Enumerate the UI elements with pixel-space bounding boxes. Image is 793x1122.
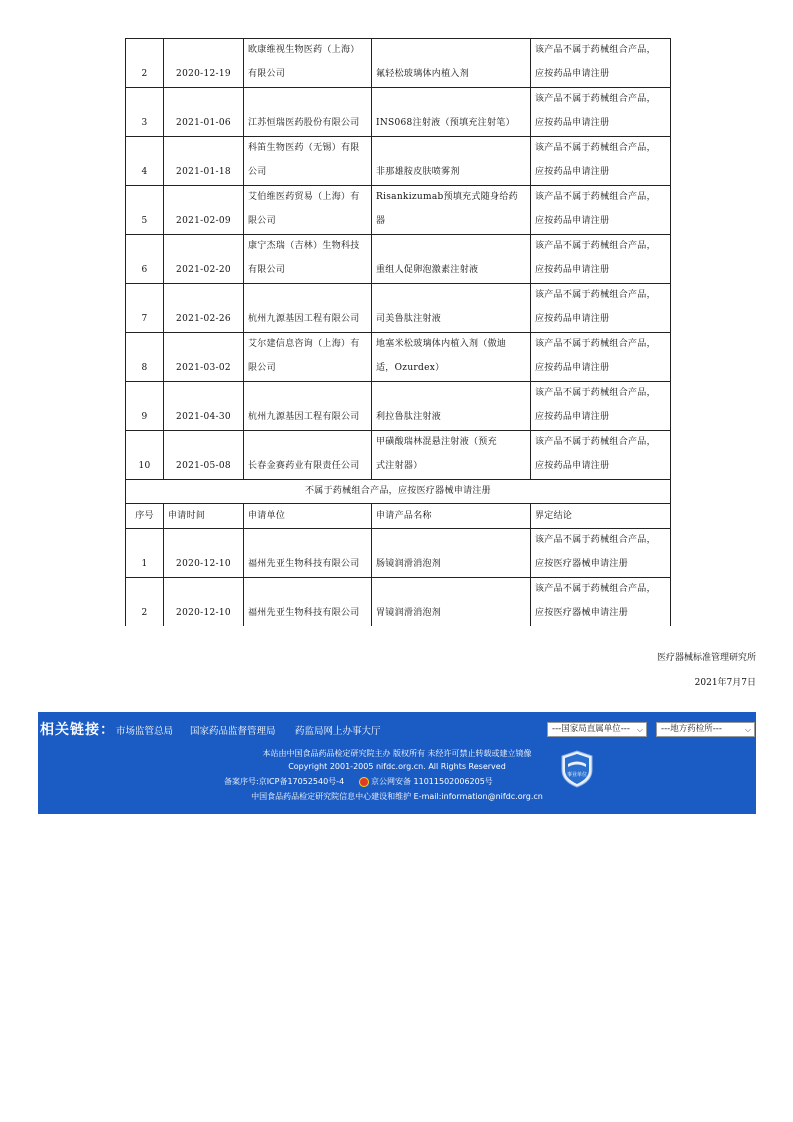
table-row <box>126 39 671 88</box>
table-row <box>126 88 671 137</box>
row-company-wrap <box>248 88 367 135</box>
row-conclusion-wrap <box>535 333 666 380</box>
row-product-text: 胃镜润滑消泡剂 <box>376 608 442 618</box>
row-product-line2: Risankizumab预填充式随身给药器 <box>376 192 518 226</box>
row-conclusion-line2: 应按药品申请注册 <box>535 363 610 373</box>
row-company <box>244 333 372 382</box>
row-product <box>372 284 531 333</box>
table-row <box>126 529 671 578</box>
row-conclusion <box>531 88 671 137</box>
public-institution-badge-icon[interactable] <box>560 750 594 788</box>
row-company <box>244 578 372 627</box>
row-conclusion-line2: 应按药品申请注册 <box>535 265 610 275</box>
row-num: 9 <box>126 382 164 431</box>
table-row <box>126 578 671 627</box>
row-date: 2021-01-06 <box>164 88 244 137</box>
row-conclusion-wrap <box>535 382 666 429</box>
header-conclusion: 界定结论 <box>531 504 671 529</box>
row-conclusion-line2: 应按医疗器械申请注册 <box>535 559 629 569</box>
row-company <box>244 39 372 88</box>
row-product-line1: 地塞米松玻璃体内植入剂（傲迪 <box>376 339 507 349</box>
row-num: 7 <box>126 284 164 333</box>
table-row <box>126 431 671 480</box>
row-conclusion-line2: 应按药品申请注册 <box>535 118 610 128</box>
table-row <box>126 186 671 235</box>
row-company-text: 福州先亚生物科技有限公司 <box>248 559 360 569</box>
row-date: 2021-02-09 <box>164 186 244 235</box>
row-num: 3 <box>126 88 164 137</box>
row-product-text: 肠镜润滑消泡剂 <box>376 559 442 569</box>
row-num: 8 <box>126 333 164 382</box>
row-conclusion-line2: 应按药品申请注册 <box>535 216 610 226</box>
row-date: 2021-03-02 <box>164 333 244 382</box>
row-company <box>244 137 372 186</box>
row-company-wrap <box>248 431 367 478</box>
row-product-wrap <box>376 431 526 478</box>
row-conclusion-line2: 应按药品申请注册 <box>535 69 610 79</box>
row-conclusion-line1: 该产品不属于药械组合产品， <box>535 290 656 300</box>
row-product-wrap <box>376 88 526 135</box>
row-company-line1: 艾尔建信息咨询（上海）有 <box>248 339 360 349</box>
row-product <box>372 431 531 480</box>
row-company-line2: 公司 <box>248 167 267 177</box>
row-conclusion <box>531 137 671 186</box>
row-conclusion-line1: 该产品不属于药械组合产品， <box>535 437 656 447</box>
row-conclusion-line1: 该产品不属于药械组合产品， <box>535 143 656 153</box>
row-product-line2: 司美鲁肽注射液 <box>376 314 442 324</box>
section-title: 不属于药械组合产品，应按医疗器械申请注册 <box>126 480 671 504</box>
row-company <box>244 431 372 480</box>
row-conclusion <box>531 284 671 333</box>
site-footer <box>38 712 756 814</box>
table-row <box>126 235 671 284</box>
row-date: 2021-04-30 <box>164 382 244 431</box>
row-num: 6 <box>126 235 164 284</box>
row-conclusion-line2: 应按药品申请注册 <box>535 412 610 422</box>
determination-table <box>125 38 671 626</box>
row-product-line1: 甲磺酸瑞林混悬注射液（预充 <box>376 437 497 447</box>
row-product-wrap <box>376 186 526 233</box>
row-conclusion <box>531 382 671 431</box>
row-product <box>372 137 531 186</box>
footer-maintainer: 中国食品药品检定研究院信息中心建设和维护 E-mail:information@nifdc.org.cn <box>251 792 543 801</box>
row-conclusion-wrap <box>535 529 666 576</box>
row-num: 10 <box>126 431 164 480</box>
row-date: 2021-02-26 <box>164 284 244 333</box>
row-conclusion <box>531 39 671 88</box>
police-badge-icon <box>359 777 369 787</box>
row-date: 2021-01-18 <box>164 137 244 186</box>
row-company-wrap <box>248 284 367 331</box>
row-company-wrap <box>248 235 367 282</box>
row-conclusion-line2: 应按药品申请注册 <box>535 461 610 471</box>
row-company <box>244 529 372 578</box>
row-company-line1: 艾伯维医药贸易（上海）有 <box>248 192 360 202</box>
row-product-line2: 适，Ozurdex） <box>376 363 445 373</box>
row-product-wrap <box>376 529 526 576</box>
row-product-line2: 氟轻松玻璃体内植入剂 <box>376 69 470 79</box>
badge-text: 事业单位 <box>566 772 588 778</box>
chevron-down-icon: ⌵ <box>744 725 751 734</box>
link-nmpa[interactable]: 国家药品监督管理局 <box>190 726 276 737</box>
row-product-line2: 非那雄胺皮肤喷雾剂 <box>376 167 460 177</box>
row-product-wrap <box>376 39 526 86</box>
row-conclusion-wrap <box>535 137 666 184</box>
row-company <box>244 186 372 235</box>
row-product <box>372 529 531 578</box>
table-row <box>126 137 671 186</box>
row-conclusion <box>531 186 671 235</box>
row-company-line1: 科笛生物医药（无锡）有限 <box>248 143 360 153</box>
row-conclusion-wrap <box>535 431 666 478</box>
row-product-line2: INS068注射液（预填充注射笔） <box>376 118 515 128</box>
row-product-wrap <box>376 382 526 429</box>
row-date: 2021-02-20 <box>164 235 244 284</box>
row-conclusion-line1: 该产品不属于药械组合产品， <box>535 535 656 545</box>
row-conclusion-line1: 该产品不属于药械组合产品， <box>535 388 656 398</box>
footer-copyright: Copyright 2001-2005 nifdc.org.cn. All Rights Reserved <box>288 762 506 771</box>
row-num: 2 <box>126 578 164 627</box>
row-company-wrap <box>248 137 367 184</box>
row-conclusion-wrap <box>535 235 666 282</box>
row-num: 2 <box>126 39 164 88</box>
row-conclusion-line1: 该产品不属于药械组合产品， <box>535 94 656 104</box>
link-online-hall[interactable]: 药监局网上办事大厅 <box>295 726 381 737</box>
row-product <box>372 235 531 284</box>
link-samr[interactable]: 市场监管总局 <box>116 726 174 737</box>
row-product-wrap <box>376 333 526 380</box>
row-conclusion-line1: 该产品不属于药械组合产品， <box>535 584 656 594</box>
table-header-row <box>126 504 671 529</box>
row-company-line2: 杭州九源基因工程有限公司 <box>248 314 360 324</box>
row-conclusion-wrap <box>535 284 666 331</box>
row-conclusion-line2: 应按药品申请注册 <box>535 314 610 324</box>
row-company-text: 福州先亚生物科技有限公司 <box>248 608 360 618</box>
row-company-line1: 欧康维视生物医药（上海） <box>248 45 360 55</box>
row-product-line2: 式注射器） <box>376 461 423 471</box>
row-conclusion-line1: 该产品不属于药械组合产品， <box>535 241 656 251</box>
row-company-wrap <box>248 382 367 429</box>
footer-icp[interactable]: 备案序号:京ICP备17052540号-4 <box>224 777 345 786</box>
related-links-label: 相关链接： <box>40 722 115 738</box>
row-num: 4 <box>126 137 164 186</box>
row-product <box>372 578 531 627</box>
footer-police-text: 京公网安备 11011502006205号 <box>371 777 493 786</box>
row-conclusion-line1: 该产品不属于药械组合产品， <box>535 192 656 202</box>
row-conclusion <box>531 578 671 627</box>
header-date: 申请时间 <box>164 504 244 529</box>
row-conclusion <box>531 529 671 578</box>
row-date: 2020-12-10 <box>164 578 244 627</box>
row-product <box>372 333 531 382</box>
row-company <box>244 382 372 431</box>
row-conclusion-line1: 该产品不属于药械组合产品， <box>535 339 656 349</box>
chevron-down-icon: ⌵ <box>636 725 643 734</box>
footer-host-line: 本站由中国食品药品检定研究院主办 版权所有 未经许可禁止转载或建立镜像 <box>262 749 532 758</box>
row-num: 1 <box>126 529 164 578</box>
row-product-wrap <box>376 137 526 184</box>
row-company-wrap <box>248 333 367 380</box>
row-company <box>244 284 372 333</box>
row-conclusion <box>531 235 671 284</box>
row-product <box>372 186 531 235</box>
row-company <box>244 88 372 137</box>
row-product-wrap <box>376 235 526 282</box>
row-company-line2: 长春金赛药业有限责任公司 <box>248 461 360 471</box>
table-row <box>126 382 671 431</box>
select-direct-units-value: ---国家局直属单位--- <box>552 724 630 734</box>
row-company-wrap <box>248 529 367 576</box>
table-row <box>126 333 671 382</box>
row-product <box>372 39 531 88</box>
row-conclusion-wrap <box>535 186 666 233</box>
row-product-line2: 利拉鲁肽注射液 <box>376 412 442 422</box>
row-conclusion <box>531 333 671 382</box>
table-row <box>126 284 671 333</box>
header-product: 申请产品名称 <box>372 504 531 529</box>
row-company-line2: 有限公司 <box>248 69 286 79</box>
row-company-wrap <box>248 578 367 625</box>
row-company-line2: 限公司 <box>248 216 276 226</box>
header-num: 序号 <box>126 504 164 529</box>
row-product-wrap <box>376 578 526 625</box>
row-product-wrap <box>376 284 526 331</box>
row-product <box>372 382 531 431</box>
row-date: 2021-05-08 <box>164 431 244 480</box>
row-company-wrap <box>248 186 367 233</box>
row-conclusion-line2: 应按医疗器械申请注册 <box>535 608 629 618</box>
row-conclusion-wrap <box>535 578 666 625</box>
row-company-line2: 江苏恒瑞医药股份有限公司 <box>248 118 360 128</box>
select-local-institutes-value: ---地方药检所--- <box>661 724 722 734</box>
signature-date: 2021年7月7日 <box>694 678 756 688</box>
row-conclusion-wrap <box>535 39 666 86</box>
header-company: 申请单位 <box>244 504 372 529</box>
row-company-line2: 限公司 <box>248 363 276 373</box>
select-local-institutes[interactable] <box>656 722 755 737</box>
row-company-wrap <box>248 39 367 86</box>
signature-org: 医疗器械标准管理研究所 <box>656 653 756 663</box>
row-conclusion-line2: 应按药品申请注册 <box>535 167 610 177</box>
row-product <box>372 88 531 137</box>
row-company <box>244 235 372 284</box>
row-date: 2020-12-10 <box>164 529 244 578</box>
row-company-line1: 康宁杰瑞（吉林）生物科技 <box>248 241 360 251</box>
row-conclusion <box>531 431 671 480</box>
row-date: 2020-12-19 <box>164 39 244 88</box>
row-company-line2: 有限公司 <box>248 265 286 275</box>
row-conclusion-line1: 该产品不属于药械组合产品， <box>535 45 656 55</box>
row-product-line2: 重组人促卵泡激素注射液 <box>376 265 479 275</box>
select-direct-units[interactable] <box>547 722 647 737</box>
row-conclusion-wrap <box>535 88 666 135</box>
row-company-line2: 杭州九源基因工程有限公司 <box>248 412 360 422</box>
row-num: 5 <box>126 186 164 235</box>
footer-police-record[interactable] <box>359 776 493 787</box>
